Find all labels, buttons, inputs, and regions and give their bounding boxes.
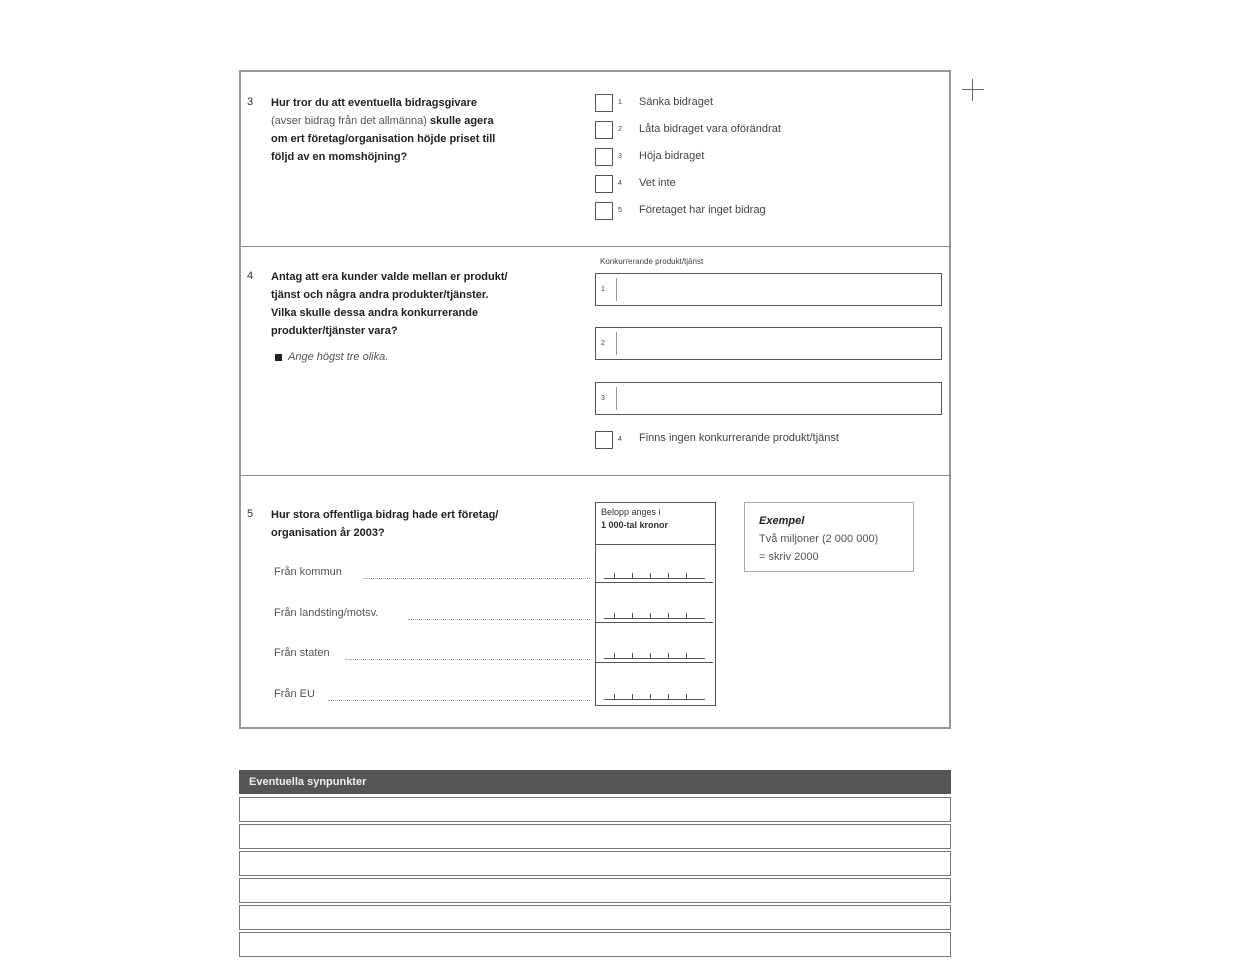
digit-tick — [668, 653, 669, 659]
q4-no-competitor-checkbox[interactable] — [595, 431, 613, 449]
q3-option-1-label: Sänka bidraget — [639, 96, 713, 108]
q4-hint: Ange högst tre olika. — [288, 351, 389, 363]
q5-row-kommun-label: Från kommun — [274, 566, 342, 578]
q4-competitor-field-1[interactable] — [595, 273, 942, 306]
digit-baseline — [604, 618, 705, 619]
q3-option-5-label: Företaget har inget bidrag — [639, 204, 766, 216]
q3-option-2-label: Låta bidraget vara oförändrat — [639, 123, 781, 135]
q5-row-staten-label: Från staten — [274, 647, 330, 659]
q5-amount-eu[interactable] — [596, 665, 713, 703]
digit-tick — [668, 573, 669, 579]
q4-competitor-field-3[interactable] — [595, 382, 942, 415]
q5-amount-kommun[interactable] — [596, 545, 713, 583]
q3-question-line-2-text: skulle agera — [429, 115, 494, 127]
q5-amount-header — [596, 503, 715, 545]
q3-question-line-3: om ert företag/organisation höjde priset till — [271, 133, 496, 145]
q3-option-4-num: 4 — [618, 180, 622, 187]
digit-baseline — [604, 658, 705, 659]
comment-line-2[interactable] — [239, 824, 951, 849]
q3-question-line-1: Hur tror du att eventuella bidragsgivare — [271, 97, 477, 109]
q5-question-line-2: organisation år 2003? — [271, 527, 385, 539]
q4-competitor-field-2[interactable] — [595, 327, 942, 360]
registration-cross-icon — [962, 79, 984, 101]
q5-amount-cells — [596, 545, 715, 704]
digit-tick — [632, 653, 633, 659]
digit-baseline — [604, 578, 705, 579]
leader-dots — [328, 700, 590, 701]
comment-line-4[interactable] — [239, 878, 951, 903]
comment-line-6[interactable] — [239, 932, 951, 957]
q3-option-3-num: 3 — [618, 153, 622, 160]
q3-option-2-checkbox[interactable] — [595, 121, 613, 139]
leader-dots — [408, 619, 590, 620]
q3-option-3-label: Höja bidraget — [639, 150, 705, 162]
q5-amount-header-line-1: Belopp anges i — [601, 507, 661, 517]
section-divider — [241, 246, 951, 247]
q5-amount-landsting[interactable] — [596, 585, 713, 623]
digit-tick — [668, 694, 669, 700]
q4-no-competitor-label: Finns ingen konkurrerande produkt/tjänst — [639, 432, 839, 444]
leader-dots — [346, 659, 590, 660]
q5-row-eu-label: Från EU — [274, 688, 315, 700]
q4-field-2-num: 2 — [601, 340, 605, 347]
digit-tick — [668, 613, 669, 619]
digit-tick — [614, 653, 615, 659]
digit-tick — [614, 613, 615, 619]
q5-amount-staten[interactable] — [596, 625, 713, 663]
q4-question-line-1: Antag att era kunder valde mellan er produkt/ — [271, 271, 508, 283]
q3-option-3-checkbox[interactable] — [595, 148, 613, 166]
q5-example-line-1: Två miljoner (2 000 000) — [759, 533, 879, 545]
field-separator — [616, 387, 617, 410]
section-divider — [241, 475, 951, 476]
field-separator — [616, 332, 617, 355]
digit-tick — [614, 694, 615, 700]
q3-question — [271, 94, 571, 166]
q3-option-1-checkbox[interactable] — [595, 94, 613, 112]
q4-question-line-2: tjänst och några andra produkter/tjänster. — [271, 289, 489, 301]
q3-option-2-num: 2 — [618, 126, 622, 133]
digit-tick — [686, 613, 687, 619]
q4-question-line-4: produkter/tjänster vara? — [271, 325, 398, 337]
digit-tick — [650, 573, 651, 579]
q5-amount-box — [595, 502, 716, 706]
digit-tick — [632, 694, 633, 700]
q4-question — [271, 268, 576, 340]
q5-row-landsting-label: Från landsting/motsv. — [274, 607, 379, 619]
q3-question-line-4: följd av en momshöjning? — [271, 151, 408, 163]
q3-option-5-checkbox[interactable] — [595, 202, 613, 220]
q3-option-5-num: 5 — [618, 207, 622, 214]
comment-line-5[interactable] — [239, 905, 951, 930]
digit-tick — [614, 573, 615, 579]
q4-field-3-num: 3 — [601, 395, 605, 402]
q5-amount-header-line-2: 1 000-tal kronor — [601, 520, 669, 530]
digit-tick — [650, 613, 651, 619]
field-separator — [616, 278, 617, 301]
q5-example-title: Exempel — [759, 515, 805, 527]
leader-dots — [364, 578, 590, 579]
q5-question — [271, 506, 576, 542]
comments-header: Eventuella synpunkter — [239, 770, 951, 794]
q3-question-line-2 — [271, 112, 571, 130]
q4-field-1-num: 1 — [601, 286, 605, 293]
digit-tick — [686, 573, 687, 579]
q3-number: 3 — [247, 96, 254, 108]
hint-bullet-icon — [275, 354, 282, 361]
q3-option-4-checkbox[interactable] — [595, 175, 613, 193]
digit-tick — [650, 694, 651, 700]
q4-question-line-3: Vilka skulle dessa andra konkurrerande — [271, 307, 479, 319]
q3-option-4-label: Vet inte — [639, 177, 676, 189]
q5-example-line-2: = skriv 2000 — [759, 551, 819, 563]
digit-baseline — [604, 699, 705, 700]
q5-question-line-1: Hur stora offentliga bidrag hade ert företag/ — [271, 509, 499, 521]
q3-option-1-num: 1 — [618, 99, 622, 106]
q4-number: 4 — [247, 270, 254, 282]
digit-tick — [632, 573, 633, 579]
q4-field-label: Konkurrerande produkt/tjänst — [600, 257, 704, 266]
q5-number: 5 — [247, 508, 254, 520]
comment-line-3[interactable] — [239, 851, 951, 876]
digit-tick — [686, 694, 687, 700]
digit-tick — [650, 653, 651, 659]
q5-example-box — [744, 502, 914, 572]
digit-tick — [686, 653, 687, 659]
digit-tick — [632, 613, 633, 619]
q3-question-note: (avser bidrag från det allmänna) — [271, 115, 427, 127]
q4-no-competitor-num: 4 — [618, 436, 622, 443]
comment-line-1[interactable] — [239, 797, 951, 822]
